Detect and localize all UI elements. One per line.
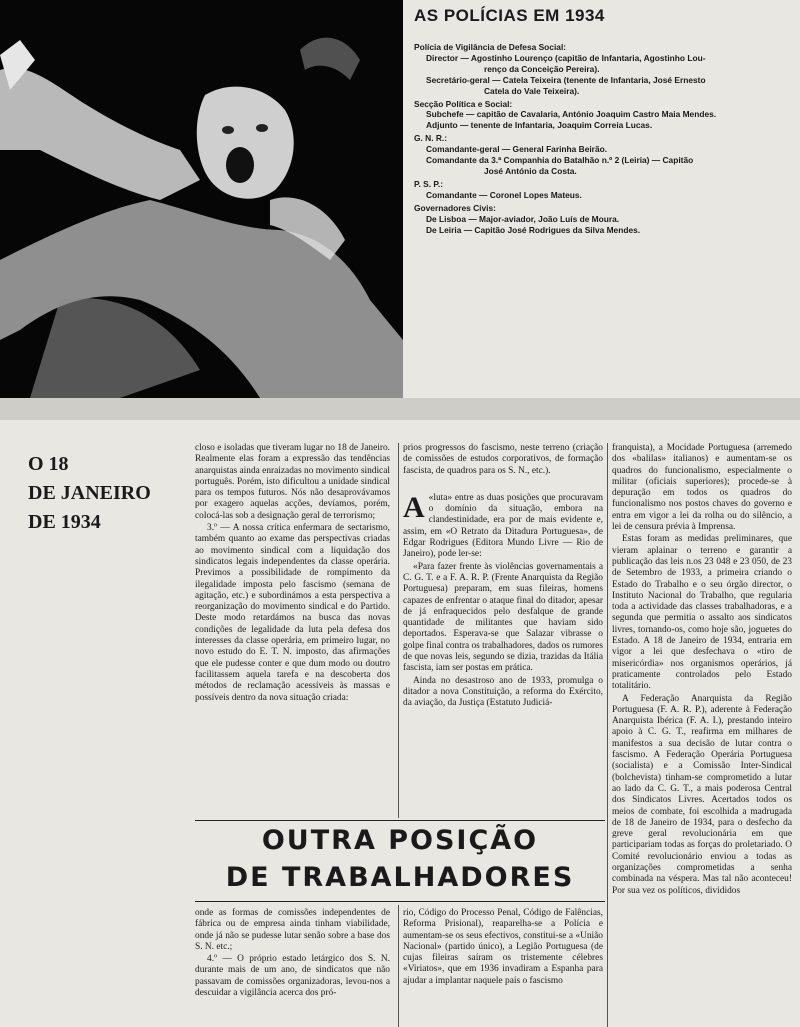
column-rule [607, 443, 608, 1027]
article-title-line-2: DE JANEIRO [28, 482, 151, 504]
drop-cap: A [403, 490, 425, 524]
paragraph: onde as formas de comissões independentes de fábrica ou de empresa ainda tinham viabilidade, onde já não se pudesse lutar senão sobre a base dos S. N. etc.; [195, 908, 390, 952]
police-line: José António da Costa. [484, 165, 577, 176]
divider-band [0, 398, 800, 420]
police-line: Governadores Civis: [414, 202, 496, 213]
paragraph: 3.º — A nossa crítica enfermara de sectarismo, também quanto ao exame das perspectivas criadas ao movimento sindical com a liquidação dos sindicatos legais independentes da classe operária. Previmos a possibilidade de rompimento da ilegalidade imposta pelo fascismo (semana de agitação, etc.) e subordinámos a esta perspectiva a reorganização do movimento sindical e do Partido. Deste modo retardámos na busca das novas condições de legalidade da luta pela defesa dos interesses da classe operária, em primeiro lugar, no novo estudo do E. T. N. imposto, das afirmações que ele pudesse conter e que dum modo ou doutro facilitassem aquela tarefa e na descoberta dos métodos de reclamação acessíveis às massas e possíveis dentro da nova situação criada: [195, 523, 390, 703]
article-column-1-bottom [195, 908, 390, 1000]
police-line: De Lisboa — Major-aviador, João Luís de Moura. [426, 213, 620, 224]
article-column-2-bottom [403, 908, 603, 988]
police-line: Subchefe — capitão de Cavalaria, António Joaquim Castro Maia Mendes. [426, 109, 717, 120]
column-rule [398, 443, 399, 818]
paragraph: A Federação Anarquista da Região Portuguesa (F. A. R. P.), aderente à Federação Anarquista Ibérica (F. A. I.), prestando inteiro apoio à C. G. T., reafirma em milhares de manifestos a sua decisão de lutar contra o fascismo. A Federação Operária Portuguesa (socialista) e a Comissão Inter-Sindical (bolchevista) tinham-se comprometido a lutar ao lado da C. G. T., a mais poderosa Central dos Sindicatos Livres. Acertados todos os meios de combate, foi escolhida a madrugada de 18 de Janeiro de 1934, para o desfecho da greve geral revolucionária em que participariam todas as forças do proletariado. O Comité revolucionário enviou a todas as organizações comprometidas a senha combinada na véspera. Mas tal não aconteceu! Por sua vez os políticos, divididos [612, 693, 792, 896]
banner-line-2: DE TRABALHADORES [225, 862, 575, 893]
paragraph: prios progressos do fascismo, neste terreno (criação de comissões de estudos corporativos, de formação fascista, de quadros para os S. N., etc.). [403, 443, 603, 476]
paragraph: rio, Código do Processo Penal, Código de Falências, Reforma Prisional), reaparelha-se a Polícia e aumentam-se os seus efectivos, constitui-se a «União Nacional» (partido único), a Legião Portuguesa (de cujas fileiras saíram os tristemente célebres «Viriatos», que em 1936 invadiram a Espanha para ajudar a implantar naquele país o fascismo [403, 908, 603, 986]
paragraph [403, 490, 603, 561]
police-line: Adjunto — tenente de Infantaria, Joaquim Correia Lucas. [426, 120, 653, 131]
paragraph: 4.º — O próprio estado letárgico dos S. N. durante mais de um ano, de sindicatos que não passavam de comissões organizadoras, levou-nos a descuidar a vigilância acerca dos pró- [195, 954, 390, 999]
police-line: P. S. P.: [414, 178, 444, 189]
paragraph: franquista), a Mocidade Portuguesa (arremedo dos «balilas» italianos) e aumentam-se os quadros do funcionalismo, especialmente o militar (oficiais superiores); procede-se à depuração em todos os quadros do funcionalismo nos postos chaves do governo e entra em vigor a lei da rolha ou do silêncio, a lei de censura prévia à Imprensa. [612, 443, 792, 533]
paragraph-text: «luta» entre as duas posições que procuravam o domínio da situação, embora na clandestinidade, era por de mais evidente e, assim, em «O Retrato da Ditadura Portuguesa», de Edgar Rodrigues (Editora Mundo Livre — Rio de Janeiro), pode ler-se: [403, 492, 603, 560]
police-line: Comandante-geral — General Farinha Beirão. [426, 144, 608, 155]
police-line: Comandante — Coronel Lopes Mateus. [426, 189, 582, 200]
article-title-line-3: DE 1934 [28, 511, 101, 533]
police-title: AS POLÍCIAS EM 1934 [414, 6, 605, 25]
paragraph: Ainda no desastroso ano de 1933, promulga o ditador a nova Constituição, a reforma do Exército, da aviação, da Justiça (Estatuto Judiciá- [403, 675, 603, 709]
police-line: De Leiria — Capitão José Rodrigues da Silva Mendes. [426, 224, 641, 235]
article-column-2 [403, 443, 603, 711]
police-list [414, 40, 794, 235]
police-line: Catela do Vale Teixeira). [484, 85, 580, 96]
article-column-1 [195, 443, 390, 705]
police-line: Director — Agostinho Lourenço (capitão de Infantaria, Agostinho Lou- [426, 52, 706, 63]
police-line: Polícia de Vigilância de Defesa Social: [414, 42, 567, 52]
article-title-line-1: O 18 [28, 453, 69, 475]
article-column-3 [612, 443, 792, 898]
police-line: renço da Conceição Pereira). [484, 63, 600, 74]
police-line: G. N. R.: [414, 133, 448, 144]
screaming-figure-photo [0, 0, 403, 398]
police-line: Comandante da 3.ª Companhia do Batalhão n.º 2 (Leiria) — Capitão [426, 155, 694, 166]
police-line: Secretário-geral — Catela Teixeira (tenente de Infantaria, José Ernesto [426, 74, 706, 85]
column-rule [398, 905, 399, 1027]
article-title [28, 450, 151, 537]
paragraph: «Para fazer frente às violências governamentais a C. G. T. e a F. A. R. P. (Frente Anarquista da Região Portuguesa) preparam, em suas fileiras, homens capazes de enfrentar o ataque final do ditador, apesar de já enfraquecidos pelo desfalque de grande quantidade de militantes que haviam sido deportados. Esperava-se que Salazar vibrasse o golpe final contra os trabalhadores, dados os rumores de que novas leis, segundo se dizia, trazidas da Itália fascista, iam ser postas em prática. [403, 561, 603, 674]
section-banner [195, 820, 605, 902]
banner-line-1: OUTRA POSIÇÃO [261, 825, 539, 856]
paragraph: closo e isoladas que tiveram lugar no 18 de Janeiro. Realmente elas foram a expressão das tendências anarquistas ainda enraizadas no movimento sindical português. Porém, isto dificultou a unidade sindical para os tempos futuros. Nós não desaprovávamos por exagero aquelas acções, devíamos, porém, colocá-las sob a designação geral de terrorismo; [195, 443, 390, 521]
paragraph: Estas foram as medidas preliminares, que vieram aplainar o terreno e garantir a publicação das leis n.os 23 048 e 23 050, de 23 de Setembro de 1933, a primeira criando o Estado do Trabalho e o seu órgão director, o Instituto Nacional do Trabalho, que regularia toda a actividade das classes trabalhadoras, e a segunda que permitia o assalto aos sindicatos livres, tornando-os, como hoje são, joguetes do Estado. A 18 de Janeiro de 1934, entraria em vigor a lei que desfechava o «tiro de misericórdia» nos organismos operários, já praticamente controlados pelo Estado totalitário. [612, 534, 792, 692]
police-line: Secção Política e Social: [414, 98, 513, 109]
